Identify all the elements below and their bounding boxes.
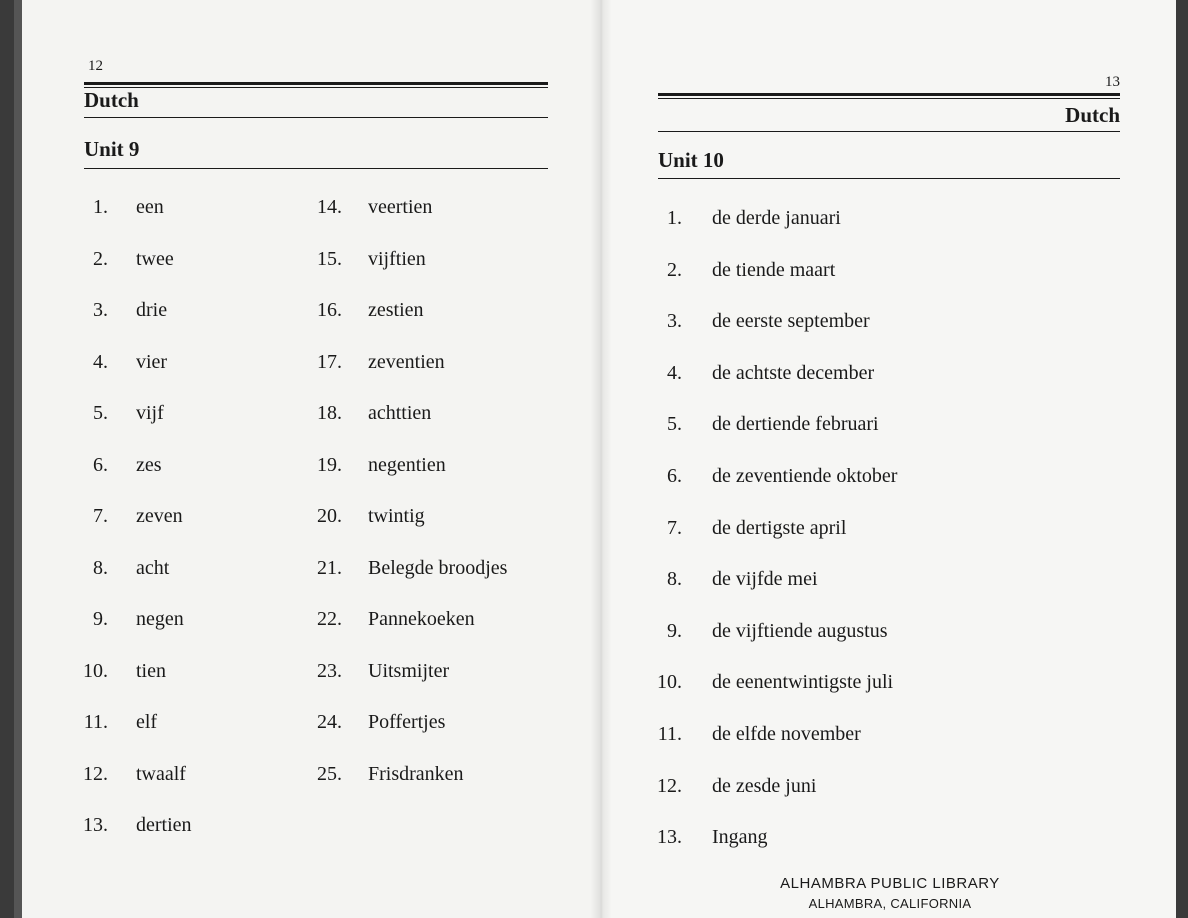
unit-heading-left: Unit 9 <box>84 137 140 161</box>
list-item-word: vijf <box>136 402 164 424</box>
list-item-word: zeventien <box>368 350 445 373</box>
list-item-word: dertien <box>136 814 192 836</box>
list-item-word: zeven <box>136 505 183 527</box>
list-item-number: 18. <box>317 402 342 424</box>
date-item-word: de derde januari <box>712 207 841 229</box>
language-rule <box>84 117 548 118</box>
list-item-word: drie <box>136 299 168 321</box>
list-item-number: 15. <box>317 247 342 270</box>
list-item-number: 9. <box>93 608 108 630</box>
book-gutter <box>590 0 612 918</box>
date-item-word: de achtste december <box>712 361 875 384</box>
header-rule-thin <box>84 87 548 88</box>
list-item-number: 12. <box>83 762 108 785</box>
list-item-number: 7. <box>93 505 108 527</box>
list-item-number: 4. <box>93 350 108 373</box>
date-item-number: 10. <box>657 671 682 694</box>
list-item-number: 22. <box>317 608 342 630</box>
date-item-word: de eenentwintigste juli <box>712 671 894 694</box>
list-item-number: 11. <box>83 711 108 733</box>
unit-rule <box>658 178 1120 179</box>
library-stamp-line2: ALHAMBRA, CALIFORNIA <box>808 896 972 911</box>
date-item-word: Ingang <box>712 826 768 849</box>
list-item-word: vier <box>136 350 168 373</box>
list-item-number: 24. <box>317 711 342 733</box>
date-item-number: 2. <box>667 258 682 281</box>
list-item-word: Poffertjes <box>368 711 446 733</box>
list-item-word: tien <box>136 659 166 682</box>
unit-heading-right: Unit 10 <box>658 148 724 172</box>
list-item-number: 8. <box>93 556 108 579</box>
list-item-number: 2. <box>93 247 108 270</box>
list-item-number: 25. <box>317 762 342 785</box>
list-item-number: 5. <box>93 402 108 424</box>
list-item-number: 16. <box>317 299 342 321</box>
list-item-word: twintig <box>368 505 425 527</box>
list-item-word: Frisdranken <box>368 762 464 785</box>
list-item-number: 13. <box>83 814 108 836</box>
list-item-word: vijftien <box>368 247 426 270</box>
list-item-number: 23. <box>317 659 342 682</box>
language-heading-right: Dutch <box>1065 103 1120 127</box>
header-rule-thick <box>84 82 548 85</box>
date-item-number: 8. <box>667 568 682 591</box>
language-heading-left: Dutch <box>84 88 139 112</box>
date-item-number: 5. <box>667 413 682 436</box>
list-item-word: Belegde broodjes <box>368 556 508 579</box>
language-rule <box>658 131 1120 132</box>
list-item-word: twaalf <box>136 762 186 785</box>
date-item-word: de vijftiende augustus <box>712 619 888 642</box>
list-item-word: twee <box>136 247 174 270</box>
list-item-number: 10. <box>83 659 108 682</box>
date-item-number: 3. <box>667 310 682 333</box>
page-number-left: 12 <box>88 58 103 74</box>
date-item-number: 6. <box>667 465 682 487</box>
date-item-word: de vijfde mei <box>712 568 818 591</box>
date-item-number: 7. <box>667 516 682 539</box>
list-item-word: achttien <box>368 402 432 424</box>
list-item-number: 21. <box>317 556 342 579</box>
library-stamp-line1: ALHAMBRA PUBLIC LIBRARY <box>780 875 1000 892</box>
list-item-word: veertien <box>368 196 433 218</box>
list-item-word: negen <box>136 608 184 630</box>
date-item-number: 4. <box>667 361 682 384</box>
date-item-number: 12. <box>657 774 682 797</box>
date-item-word: de zeventiende oktober <box>712 465 898 487</box>
list-item-number: 6. <box>93 453 108 476</box>
date-item-number: 13. <box>657 826 682 849</box>
list-item-word: zestien <box>368 299 424 321</box>
list-item-number: 20. <box>317 505 342 527</box>
date-item-word: de dertigste april <box>712 516 847 539</box>
list-item-number: 3. <box>93 299 108 321</box>
list-item-word: negentien <box>368 453 446 476</box>
list-item-word: elf <box>136 711 158 733</box>
unit-rule <box>84 168 548 169</box>
date-item-number: 1. <box>667 207 682 229</box>
list-item-word: een <box>136 196 164 218</box>
list-item-word: Pannekoeken <box>368 608 475 630</box>
list-item-number: 17. <box>317 350 342 373</box>
date-item-number: 11. <box>657 723 682 745</box>
date-item-word: de elfde november <box>712 723 861 745</box>
date-item-word: de zesde juni <box>712 774 817 797</box>
list-item-word: zes <box>136 453 162 476</box>
date-item-word: de eerste september <box>712 310 870 333</box>
date-item-word: de tiende maart <box>712 258 836 281</box>
header-rule-thick <box>658 93 1120 96</box>
page-number-right: 13 <box>1105 74 1120 90</box>
list-item-number: 19. <box>317 453 342 476</box>
right-page <box>600 0 1176 918</box>
list-item-number: 1. <box>93 196 108 218</box>
header-rule-thin <box>658 98 1120 99</box>
date-item-word: de dertiende februari <box>712 413 879 436</box>
list-item-word: acht <box>136 556 170 579</box>
date-item-number: 9. <box>667 619 682 642</box>
list-item-number: 14. <box>317 196 342 218</box>
left-page <box>22 0 600 918</box>
list-item-word: Uitsmijter <box>368 659 450 682</box>
